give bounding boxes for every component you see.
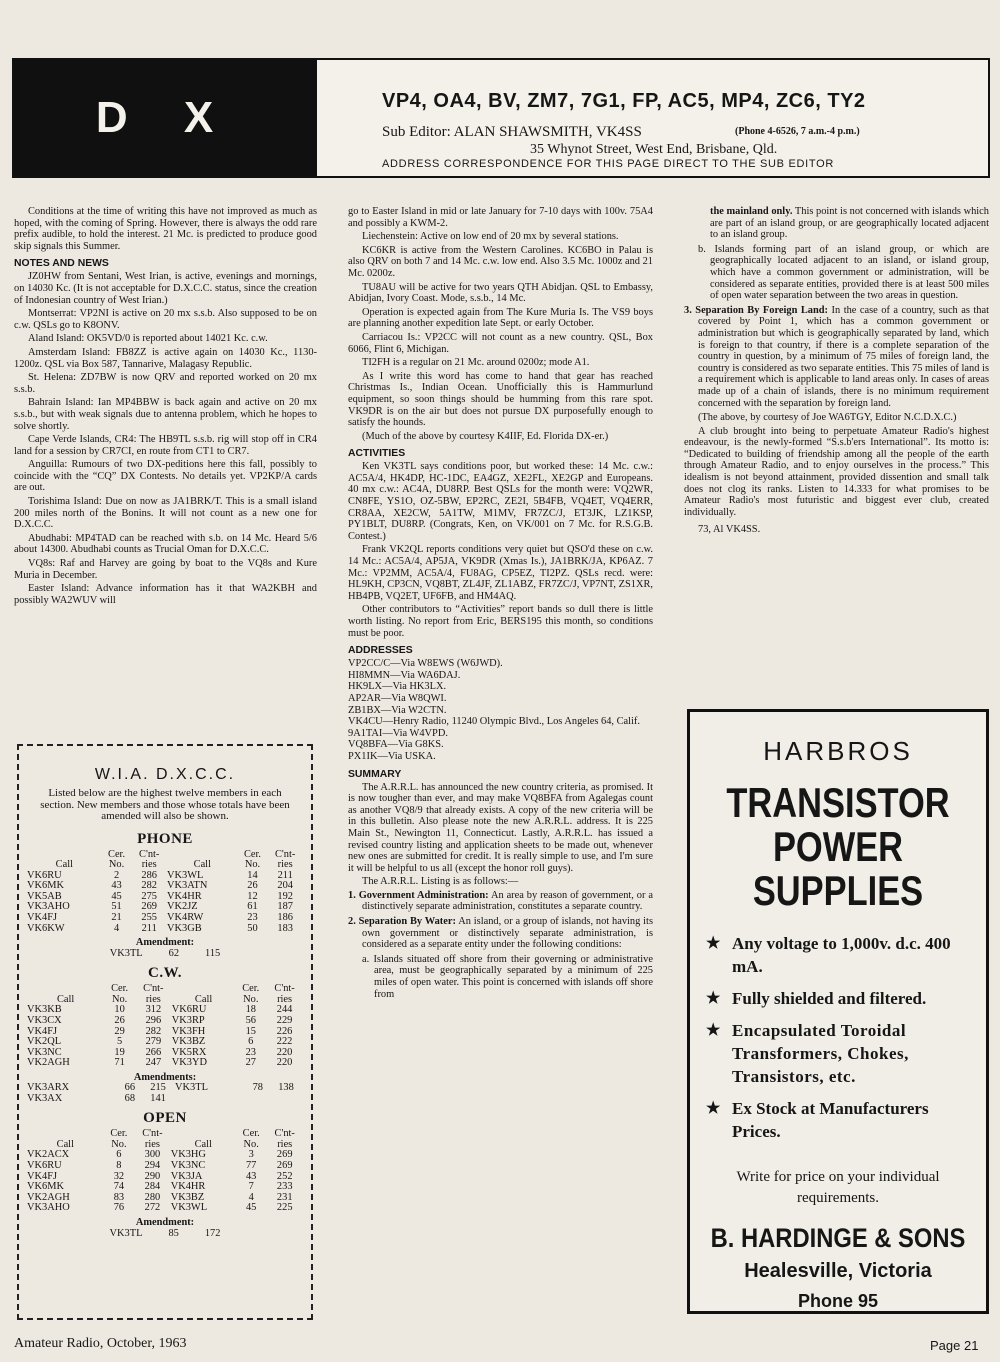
cert-no-cell: 23	[247, 912, 258, 924]
phone-title: PHONE	[137, 830, 193, 847]
header-prefix-list: VP4, OA4, BV, ZM7, 7G1, FP, AC5, MP4, ZC6, TY2	[382, 90, 866, 112]
countries-cell: 252	[276, 1170, 293, 1182]
cert-no-cell: 8	[116, 1159, 122, 1171]
dx-section-label: D X	[14, 60, 317, 176]
call-cell: VK4FJ	[27, 1025, 58, 1037]
star-icon: ★	[706, 1022, 721, 1039]
call-cell: VK2QL	[27, 1036, 62, 1048]
news-paragraph: Aland Island: OK5VD/0 is reported about 14021 Kc. c.w.	[28, 333, 268, 345]
cert-no-cell: 43	[245, 1170, 257, 1182]
star-icon: ★	[706, 1100, 721, 1117]
news-paragraph: KC6KR is active from the Western Carolines. KC6BO in Palau is also QRV on both 7 and 14 Mc. c.w. low end. Also 3.5 Mc. 1000z and 21 Mc. 0200z.	[348, 244, 653, 279]
criteria-2a: a. Islands situated off shore from their governing or administrative area, must be geographically separated by a minimum of 225 miles of open water. This point is concerned with islands off shore from	[362, 953, 653, 1000]
address-item: PX1IK—Via USKA.	[348, 750, 436, 762]
cert-no-cell: 50	[247, 922, 258, 934]
call-cell: VK4HR	[170, 1181, 206, 1193]
countries-cell	[269, 1094, 303, 1105]
table-row	[27, 1005, 303, 1016]
call-cell: VK6RU	[27, 869, 62, 881]
notes-heading: NOTES AND NEWS	[14, 258, 109, 270]
col-header: ries	[277, 1138, 293, 1150]
call-cell: VK2ACX	[27, 1149, 70, 1161]
call-cell: VK3AX	[27, 1092, 63, 1104]
countries-cell: 282	[145, 1025, 162, 1037]
col-header: Call	[194, 993, 213, 1005]
call-cell: VK2JZ	[167, 901, 198, 913]
col-header: Cer.	[242, 1128, 260, 1140]
cert-no-cell: 6	[116, 1149, 122, 1161]
news-paragraph: Montserrat: VP2NI is active on 20 mx s.s.b. Also supposed to be on c.w. QSLs go to K8ONV.	[14, 308, 317, 331]
cert-no-cell: 2	[113, 869, 120, 881]
countries-cell: 300	[144, 1149, 161, 1161]
col-header: Cer.	[243, 848, 261, 860]
col-header: C'nt-	[274, 983, 295, 995]
call-cell: VK3BZ	[171, 1036, 206, 1048]
col-header: Cer.	[111, 983, 129, 995]
cert-no-cell: 7	[248, 1181, 254, 1193]
countries-cell: 233	[276, 1181, 293, 1193]
countries-cell: 247	[145, 1057, 162, 1069]
ad-city: Healesville, Victoria	[744, 1260, 932, 1282]
ad-phone: Phone 95	[797, 1291, 879, 1311]
col-header: ries	[277, 993, 293, 1005]
wia-dxcc-box	[17, 744, 313, 1320]
countries-cell: 269	[141, 901, 157, 913]
cert-no-cell: 19	[114, 1046, 125, 1058]
club-paragraph: A club brought into being to perpetuate Amateur Radio's highest endeavour, is the newly-formed “S.s.b'ers International”. Its motto is: “Dedicated to building of friendship among all the people of the earth through Amateur Radio, and to enjoy ourselves in the process.” This idealism is not beyond attainment, provided dissention and small talk does not clog its ranks. Listen to 14.333 for what promises to be Amateur Radio's most futuristic and biggest ever club, created individually.	[684, 425, 989, 518]
countries-cell: 284	[144, 1181, 161, 1193]
cert-no-cell: 4	[113, 922, 120, 934]
call-cell: VK6KW	[27, 922, 65, 934]
amend-no: 85	[168, 1227, 179, 1239]
col-header: C'nt-	[139, 848, 160, 860]
cert-no-cell: 45	[245, 1202, 257, 1214]
col-header: No.	[243, 1138, 259, 1150]
call-cell: VK3NC	[170, 1159, 206, 1171]
call-cell: VK4FJ	[27, 912, 58, 924]
correspondence-note: ADDRESS CORRESPONDENCE FOR THIS PAGE DIRECT TO THE SUB EDITOR	[382, 158, 835, 170]
activity-paragraph: Frank VK2QL reports conditions very quiet but QSO'd these on c.w. 14 Mc.: AC5A/4, AP5JA, VK9DR (Xmas Is.), JA1BRK/JA, KP6AZ. 7 Mc.: VP2MM, AC5A/4, FU8AG, CP5EZ, TI2PZ. QSLs recd. were: HL9KH, CP3CN, VQ8BT, ZL4JF, ZL1ABZ, FR7ZC/J, VP7NT, ZS1XR, HB4PB, VQ2ET, UF6FB, and HM4AQ.	[348, 544, 653, 602]
table-row	[27, 881, 303, 892]
news-paragraph: go to Easter Island in mid or late January for 7-10 days with 100v. 75A4 and possibly a KWM-2.	[348, 206, 653, 229]
cert-no-cell: 26	[114, 1015, 125, 1027]
news-paragraph: (Much of the above by courtesy K4IIF, Ed. Florida DX-er.)	[362, 430, 609, 442]
criteria-2	[348, 916, 653, 951]
sub-editor-address: 35 Whynot Street, West End, Brisbane, Qld.	[530, 142, 778, 157]
countries-cell: 312	[145, 1004, 162, 1016]
countries-cell: 244	[276, 1004, 293, 1016]
criteria-label: 3. Separation By Foreign Land:	[684, 304, 829, 316]
emphasis: the mainland only.	[710, 206, 793, 217]
call-cell: VK3WL	[167, 869, 204, 881]
amendment-row	[27, 1228, 303, 1239]
ad-feature-text: Fully shielded and filtered.	[732, 989, 927, 1008]
cert-no-cell: 77	[245, 1159, 257, 1171]
cert-no-cell: 6	[248, 1036, 254, 1048]
cert-no-cell: 5	[116, 1036, 123, 1048]
cert-no-cell: 76	[113, 1202, 125, 1214]
call-cell: VK4RW	[167, 912, 204, 924]
amend-no: 62	[168, 948, 180, 960]
news-paragraph: As I write this word has come to hand that gear has reached Christmas Is., Indian Ocean. Unofficially this is Hammurlund equipment, so soon things should be humming from this rare spot. VK9DR is on the air but does not pursue DX purposefully enough to satisfy the hounds.	[348, 370, 653, 429]
countries-cell: 192	[277, 890, 293, 902]
summary-paragraph: The A.R.R.L. has announced the new country criteria, as promised. It is now tougher than ever, and may make VQ8BFA from Agalegas count as another VQ8/9 that already exists. A copy of the new criteria will be in this bulletin. Also please note the new A.R.R.L. address. It is 225 Main St., Newington 11, Connecticut. Lastly, A.R.R.L. has issued a revised country listing and application sheets to be made out, whenever new ones are submitted for credit. It is really simple to use, and I'm sure it will be helpful to us all (except the honor roll guys).	[348, 781, 653, 874]
countries-cell: 286	[141, 869, 157, 881]
news-paragraph: Cape Verde Islands, CR4: The HB9TL s.s.b. rig will stop off in CR4 land for a session by CR7CI, en route from CT1 to CR7.	[14, 434, 317, 457]
news-paragraph: JZ0HW from Sentani, West Irian, is active, evenings and mornings, on 14030 Kc. (It is not acceptable for D.X.C.C. status, since the creation of Indonesian country of West Irian.)	[14, 271, 317, 306]
ad-write-note: Write for price on your individual requirements.	[736, 1169, 940, 1206]
column-1	[14, 206, 317, 608]
call-cell: VK3JA	[170, 1170, 203, 1182]
table-row	[27, 1203, 303, 1214]
cert-no-cell	[247, 1094, 270, 1105]
footer-publication: Amateur Radio, October, 1963	[14, 1336, 187, 1351]
col-header: Call	[56, 1138, 74, 1150]
amend-count: 115	[205, 948, 221, 960]
col-header: Call	[55, 859, 73, 871]
table-row	[27, 1027, 303, 1038]
col-header: C'nt-	[143, 983, 164, 995]
countries-cell: 229	[276, 1015, 293, 1027]
criteria-label: 2. Separation By Water:	[348, 916, 456, 928]
address-item: 9A1TAI—Via W4VPD.	[348, 727, 448, 739]
countries-cell: 138	[278, 1082, 294, 1093]
criteria-3	[684, 305, 989, 409]
cert-no-cell: 15	[245, 1025, 256, 1037]
countries-cell: 282	[141, 880, 157, 892]
cert-no-cell: 43	[111, 880, 122, 892]
countries-cell: 255	[141, 912, 157, 924]
call-cell: VK4FJ	[27, 1170, 58, 1182]
ad-feature-text: Any voltage to 1,000v. d.c. 400 mA.	[732, 934, 951, 976]
call-cell: VK3ATN	[167, 880, 208, 892]
news-paragraph: St. Helena: ZD7BW is now QRV and reported worked on 20 mx s.s.b.	[14, 372, 317, 395]
amend-count: 172	[204, 1227, 221, 1239]
col-header: No.	[243, 993, 259, 1005]
countries-cell: 275	[141, 890, 157, 902]
amendments-label: Amendments:	[133, 1072, 197, 1083]
star-icon: ★	[706, 990, 721, 1007]
call-cell: VK3WL	[170, 1202, 208, 1214]
call-cell: VK3HG	[170, 1149, 206, 1161]
cert-no-cell: 4	[248, 1191, 254, 1203]
cert-no-cell: 32	[113, 1170, 125, 1182]
section-header	[12, 58, 990, 178]
col-header: ries	[141, 859, 157, 871]
call-cell: VK6RU	[171, 1004, 207, 1016]
cw-title: C.W.	[148, 965, 182, 982]
countries-cell: 220	[276, 1057, 293, 1069]
criteria-2b: b. Islands forming part of an island group, or which are geographically located adjacent to an island, or island group, which have a common government or administration, will be considered as separate entities, provided there is at least 500 miles of open water separation between the two areas in question.	[698, 243, 989, 302]
ad-feature	[706, 1019, 974, 1088]
table-row	[27, 1150, 303, 1161]
cert-no-cell: 18	[245, 1004, 256, 1016]
amendment-label: Amendment:	[135, 937, 195, 949]
call-cell: VK3AHO	[27, 901, 70, 913]
ad-feature	[706, 1097, 974, 1143]
call-cell: VK5RX	[171, 1046, 207, 1058]
table-row	[27, 1161, 303, 1172]
countries-cell: 222	[276, 1036, 293, 1048]
news-paragraph: Torishima Island: Due on now as JA1BRK/T. This is a small island 200 miles north of the Bonins. It will not count as a new one for D.X.C.C.	[14, 496, 317, 531]
ad-feature	[706, 932, 974, 978]
countries-cell: 225	[276, 1202, 293, 1214]
table-row	[27, 902, 303, 913]
call-cell: VK6RU	[27, 1159, 62, 1171]
intro-paragraph: Conditions at the time of writing this have not improved as much as hoped, with the coming of Spring. However, there is always the odd rare prefix audible, to hold the interest. 21 Mc. is predicted to produce good skip signals this Summer.	[14, 206, 317, 252]
col-header: Cer.	[110, 1128, 128, 1140]
call-cell: VK6MK	[27, 1181, 64, 1193]
activity-paragraph: Other contributors to “Activities” report bands so dull there is little worth listing. No report from Eric, BERS195 this month, so conditions must be poor.	[348, 604, 653, 639]
news-paragraph: Abudhabi: MP4TAD can be reached with s.b. on 14 Mc. Heard 5/6 about 14300. Abudhabi counts as Trucial Oman for D.X.C.C.	[14, 532, 317, 556]
countries-cell: 204	[277, 880, 293, 892]
call-cell	[175, 1094, 246, 1105]
column-3	[684, 206, 989, 538]
col-header: Cer.	[242, 983, 260, 995]
cert-no-cell: 51	[111, 901, 122, 913]
countries-cell: 269	[276, 1149, 293, 1161]
col-header: No.	[108, 859, 125, 871]
countries-cell: 266	[145, 1046, 162, 1058]
countries-cell: 186	[277, 912, 293, 924]
address-item: HI8MMN—Via WA6DAJ.	[348, 669, 461, 681]
col-header: ries	[145, 993, 161, 1005]
table-row	[27, 1058, 303, 1069]
criteria-label: 1. Government Administration:	[348, 889, 489, 901]
open-table	[27, 1129, 303, 1214]
criteria-text: In the case of a country, such as that covered by Point 1, which has a common government or administration but which is geographically separated by land, which is foreign to that country, if there is a complete separation of the country in question, by a minimum of 75 miles of foreign land, the country is considered as two separate entities. This 75 miles of land is a requirement which is applicable to land areas only. In cases of areas made up of a chain of islands, there is no minimum requirement concerned with the separation by foreign land.	[698, 304, 989, 409]
ad-feature-text: Ex Stock at Manufacturers Prices.	[732, 1099, 929, 1141]
call-cell: VK3CX	[27, 1015, 62, 1027]
cert-no-cell: 45	[111, 890, 122, 902]
amendment-row	[27, 948, 303, 959]
cert-no-cell: 71	[114, 1057, 125, 1069]
address-item: VQ8BFA—Via G8KS.	[348, 739, 444, 751]
cert-no-cell: 27	[245, 1057, 256, 1069]
col-header: No.	[111, 1138, 127, 1150]
wia-intro: Listed below are the highest twelve members in each section. New members and those whose totals have been amended will also be shown.	[40, 787, 290, 822]
countries-cell: 183	[277, 922, 293, 934]
ad-headline: POWER SUPPLIES	[752, 823, 924, 914]
news-paragraph: Carriacou Is.: VP2CC will not count as a new country. QSL, Box 6066, Flint 6, Michigan.	[348, 331, 653, 355]
countries-cell: 280	[144, 1191, 161, 1203]
cert-no-cell: 14	[247, 869, 258, 881]
call-cell: VK3BZ	[170, 1191, 205, 1203]
sub-editor: Sub Editor: ALAN SHAWSMITH, VK4SS	[382, 124, 642, 140]
countries-cell: 290	[144, 1170, 161, 1182]
address-item: ZB1BX—Via W2CTN.	[348, 704, 447, 716]
news-paragraph: Operation is expected again from The Kure Muria Is. The VS9 boys are planning another expedition late Sept. or early October.	[348, 306, 653, 330]
news-paragraph: TU8AU will be active for two years QTH Abidjan. QSL to Embassy, Abidjan, Ivory Coast. Mode, s.s.b., 14 Mc.	[348, 281, 653, 305]
col-header: Call	[194, 1138, 212, 1150]
courtesy-note: (The above, by courtesy of Joe WA6TGY, Editor N.C.D.X.C.)	[698, 412, 957, 424]
news-paragraph: Amsterdam Island: FB8ZZ is active again on 14030 Kc., 1130-1200z. QSL via Box 587, Tannarive, Malagasy Republic.	[14, 346, 317, 370]
col-header: Call	[56, 993, 75, 1005]
table-row	[27, 871, 303, 882]
summary-paragraph: The A.R.R.L. Listing is as follows:—	[362, 876, 519, 888]
countries-cell: 226	[276, 1025, 293, 1037]
call-cell: VK5AB	[27, 890, 62, 902]
table-row	[27, 1083, 303, 1094]
col-header: C'nt-	[274, 1128, 295, 1140]
wia-title: W.I.A. D.X.C.C.	[94, 766, 236, 783]
addresses-heading: ADDRESSES	[348, 645, 413, 657]
countries-cell: 269	[276, 1159, 293, 1171]
amendment-label: Amendment:	[135, 1216, 195, 1228]
cert-no-cell: 74	[113, 1181, 125, 1193]
cert-no-cell: 56	[245, 1015, 256, 1027]
news-paragraph: Easter Island: Advance information has it that WA2KBH and possibly WA2WUV will	[14, 583, 317, 606]
table-row	[27, 1094, 303, 1105]
table-row	[27, 924, 303, 935]
cert-no-cell: 61	[247, 901, 258, 913]
countries-cell: 211	[141, 922, 157, 934]
news-paragraph: TI2FH is a regular on 21 Mc. around 0200z; mode A1.	[362, 357, 590, 369]
table-row	[27, 1016, 303, 1027]
countries-cell: 294	[144, 1159, 161, 1171]
call-cell: VK3ARX	[27, 1082, 70, 1093]
col-header: ries	[144, 1138, 160, 1150]
call-cell: VK3KB	[27, 1004, 62, 1016]
ad-feature-text: Encapsulated Toroidal Transformers, Chokes, Transistors, etc.	[732, 1021, 909, 1086]
activities-heading: ACTIVITIES	[348, 448, 406, 460]
call-cell: VK3NC	[27, 1046, 62, 1058]
news-paragraph: VQ8s: Raf and Harvey are going by boat to the VQ8s and Kure Muria in December.	[14, 558, 317, 581]
col-header: Cer.	[108, 848, 126, 860]
criteria-text: An island, or a group of islands, not having its own government or distinctively separate administration, is considered as a separate entity under the following conditions:	[362, 916, 653, 951]
countries-cell: 279	[145, 1036, 162, 1048]
cert-no-cell: 23	[245, 1046, 256, 1058]
cert-no-cell: 10	[114, 1004, 125, 1016]
address-item: VK4CU—Henry Radio, 11240 Olympic Blvd., Los Angeles 64, Calif.	[348, 716, 640, 728]
star-icon: ★	[706, 935, 721, 952]
countries-cell: 231	[276, 1191, 293, 1203]
page-number: Page 21	[930, 1338, 979, 1353]
col-header: No.	[111, 993, 128, 1005]
table-row	[27, 1037, 303, 1048]
call-cell: VK2AGH	[27, 1057, 70, 1069]
phone-table	[27, 850, 303, 935]
countries-cell: 215	[150, 1082, 166, 1093]
address-item: AP2AR—Via W8QWI.	[348, 692, 447, 704]
cert-no-cell: 78	[252, 1082, 263, 1093]
table-row	[27, 1172, 303, 1183]
col-header: ries	[277, 859, 293, 871]
column-2	[348, 206, 653, 1003]
col-header: Call	[193, 859, 211, 871]
activity-paragraph: Ken VK3TL says conditions poor, but worked these: 14 Mc. c.w.: AC5A/4, HK4DP, HC-1DC, EA4GZ, XE2FL, XE2GP and Europeans. 40 mx c.w.: AC4A, DU8RP. Best QSLs for the month were: VQ2WR, CN8FE, YS1O, OZ-5BW, EP2RC, ZE2I, 5B4FB, VQ4ET, VQ4ERR, CR8AA, XE2CW, 5A1TW, M1MV, FR7ZC/J, ET3JK, LZ1KSP, PY1BLT, DU8RP. (Congrats, Ken, on VK/001 on 7 Mc. for R.S.G.B. Contest.)	[348, 461, 653, 542]
countries-cell: 211	[277, 869, 293, 881]
call-cell: VK3AHO	[27, 1202, 70, 1214]
cert-no-cell: 12	[247, 890, 258, 902]
address-list	[348, 658, 653, 762]
call-cell: VK4HR	[167, 890, 202, 902]
call-cell: VK3FH	[171, 1025, 206, 1037]
call-cell: VK3RP	[171, 1015, 205, 1027]
amend-call: VK3TL	[109, 1227, 143, 1239]
sub-editor-phone: (Phone 4-6526, 7 a.m.-4 p.m.)	[735, 126, 860, 137]
call-cell: VK6MK	[27, 880, 64, 892]
cw-amendments-table	[27, 1083, 303, 1104]
harbros-advertisement	[687, 709, 989, 1314]
news-paragraph: Bahrain Island: Ian MP4BBW is back again and active on 20 mx s.s.b., but with weak signals due to antenna problem, which he hopes to solve shortly.	[14, 397, 317, 432]
table-row	[27, 913, 303, 924]
col-header: C'nt-	[275, 848, 296, 860]
cert-no-cell: 66	[124, 1082, 136, 1093]
cert-no-cell: 68	[124, 1092, 136, 1104]
col-header: C'nt-	[142, 1128, 163, 1140]
cert-no-cell: 29	[114, 1025, 125, 1037]
cw-table	[27, 984, 303, 1069]
cert-no-cell: 3	[248, 1149, 254, 1161]
address-item: HK9LX—Via HK3LX.	[348, 681, 447, 693]
countries-cell: 272	[144, 1202, 161, 1214]
cert-no-cell: 21	[111, 912, 122, 924]
ad-brand: HARBROS	[763, 736, 913, 766]
address-item: VP2CC/C—Via W8EWS (W6JWD).	[348, 658, 503, 670]
cert-no-cell: 26	[247, 880, 258, 892]
call-cell: VK2AGH	[27, 1191, 70, 1203]
call-cell: VK3YD	[171, 1057, 207, 1069]
news-paragraph: Liechenstein: Active on low end of 20 mx by several stations.	[362, 231, 619, 243]
call-cell: VK3TL	[175, 1082, 208, 1093]
criteria-text: This point is not concerned with islands which are part of an island group, or are geographically located adjacent to an island group.	[710, 206, 989, 241]
ad-headline: TRANSISTOR	[726, 779, 950, 826]
countries-cell: 220	[276, 1046, 293, 1058]
ad-feature	[706, 987, 974, 1010]
news-paragraph: Anguilla: Rumours of two DX-peditions here this fall, possibly to coincide with the “CQ” DX Contests. No details yet. VP2KP/A cards are out.	[14, 459, 317, 494]
countries-cell: 141	[150, 1092, 166, 1104]
criteria-2a-cont	[710, 206, 989, 241]
col-header: No.	[244, 859, 261, 871]
countries-cell: 296	[145, 1015, 162, 1027]
call-cell: VK3GB	[167, 922, 202, 934]
signoff: 73, Al VK4SS.	[698, 524, 761, 536]
ad-company: B. HARDINGE & SONS	[710, 1223, 966, 1253]
summary-heading: SUMMARY	[348, 768, 402, 780]
cert-no-cell: 83	[113, 1191, 125, 1203]
countries-cell: 187	[277, 901, 293, 913]
criteria-1	[348, 890, 653, 913]
header-info	[330, 60, 988, 176]
criteria-text: An area by reason of government, or a distinctively separate administration, constitutes a separate country.	[362, 889, 653, 913]
open-title: OPEN	[143, 1110, 187, 1127]
amend-call: VK3TL	[109, 948, 143, 960]
